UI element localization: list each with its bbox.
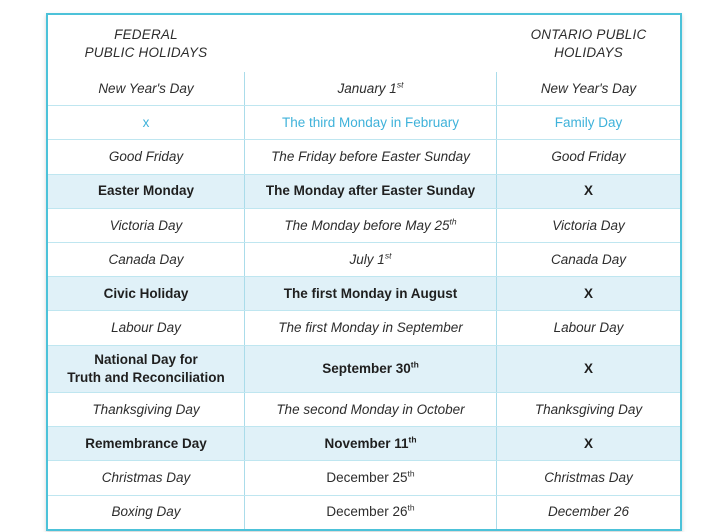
ontario-holiday-cell (497, 311, 680, 344)
ordinal-suffix: th (407, 502, 415, 513)
ordinal-suffix: th (407, 468, 415, 479)
ontario-holiday-name: Canada Day (550, 251, 627, 267)
ordinal-suffix: th (408, 434, 417, 445)
ontario-holiday-cell (497, 175, 680, 208)
holiday-date-text (276, 401, 464, 419)
federal-holiday-name: Remembrance Day (85, 436, 207, 452)
holiday-date-cell (245, 461, 497, 494)
federal-holiday-cell (48, 175, 245, 208)
ontario-holiday-cell (497, 140, 680, 173)
federal-holiday-cell (48, 393, 245, 426)
holiday-date-text (266, 182, 475, 200)
holiday-date: November 11 (324, 436, 409, 452)
ontario-holiday-name: Family Day (554, 115, 623, 130)
holiday-date-text (326, 469, 414, 487)
table-row (48, 174, 680, 208)
holiday-date-cell (245, 393, 497, 426)
table-row (48, 460, 680, 494)
ontario-holiday-cell (497, 427, 680, 460)
ontario-holiday-cell (497, 393, 680, 426)
holiday-date-cell (245, 277, 497, 310)
ontario-holiday-name: X (583, 361, 593, 377)
ontario-holiday-name: Good Friday (551, 149, 626, 165)
ontario-holiday-name: Labour Day (553, 320, 624, 336)
ontario-holiday-cell (497, 461, 680, 494)
holiday-date-text (284, 285, 458, 303)
holiday-date: The third Monday in February (281, 115, 460, 130)
holiday-date: The first Monday in August (283, 285, 458, 301)
header-federal-line1: FEDERAL (114, 26, 178, 42)
federal-holiday-name: Canada Day (108, 251, 184, 267)
table-row (48, 426, 680, 460)
ontario-holiday-cell (497, 346, 680, 393)
ontario-holiday-cell (497, 277, 680, 310)
holiday-date-cell (245, 72, 497, 105)
holiday-date: July 1 (349, 251, 385, 267)
federal-holiday-name: Civic Holiday (103, 285, 189, 301)
ontario-holiday-cell (497, 72, 680, 105)
federal-holiday-cell (48, 140, 245, 173)
table-row (48, 105, 680, 139)
table-row (48, 310, 680, 344)
header-federal-holidays (48, 15, 245, 72)
holiday-date-text (278, 319, 463, 337)
ontario-holiday-cell (497, 243, 680, 276)
federal-holiday-cell (48, 427, 245, 460)
table-row (48, 495, 680, 529)
ontario-holiday-name: X (583, 183, 593, 199)
ontario-holiday-name: December 26 (547, 504, 630, 520)
federal-holiday-name: New Year's Day (98, 80, 194, 96)
holiday-date-text (326, 503, 414, 521)
holiday-date-text (282, 114, 459, 132)
table-row (48, 392, 680, 426)
federal-holiday-name: Labour Day (111, 320, 181, 336)
holiday-date-cell (245, 243, 497, 276)
ontario-holiday-name: New Year's Day (540, 80, 637, 96)
federal-holiday-name: Easter Monday (97, 183, 195, 199)
ontario-holiday-name: Victoria Day (552, 217, 625, 233)
federal-holiday-name: Thanksgiving Day (92, 401, 200, 417)
holiday-date: January 1 (337, 80, 397, 96)
federal-holiday-cell (48, 209, 245, 242)
holiday-date-text (324, 435, 416, 453)
holiday-date: December 26 (326, 504, 408, 520)
federal-holiday-name: Christmas Day (101, 470, 191, 486)
federal-holiday-cell (48, 311, 245, 344)
ontario-holiday-cell (497, 496, 680, 529)
holiday-date-cell (245, 311, 497, 344)
ontario-holiday-name: X (583, 285, 593, 301)
holiday-date: The Monday after Easter Sunday (265, 183, 476, 199)
header-ontario-line2: HOLIDAYS (554, 44, 623, 60)
header-federal-line2: PUBLIC HOLIDAYS (84, 44, 208, 60)
holiday-date: December 25 (326, 470, 408, 486)
federal-holiday-name: Truth and Reconciliation (67, 369, 225, 385)
federal-holiday-cell (48, 72, 245, 105)
table-body (48, 72, 680, 529)
ontario-holiday-name: Christmas Day (544, 470, 633, 486)
ontario-holiday-cell (497, 209, 680, 242)
holiday-date: The second Monday in October (276, 401, 465, 417)
ordinal-suffix: th (449, 216, 457, 227)
holiday-date-text (284, 217, 456, 235)
federal-holiday-cell (48, 277, 245, 310)
holiday-date-text (271, 148, 470, 166)
header-date-column (245, 15, 497, 72)
ordinal-suffix: th (410, 359, 419, 370)
holiday-date-text (338, 80, 404, 98)
ontario-holiday-cell (497, 106, 680, 139)
holiday-date-cell (245, 175, 497, 208)
ontario-holiday-name: Thanksgiving Day (534, 401, 643, 417)
federal-holiday-cell (48, 243, 245, 276)
table-row (48, 208, 680, 242)
table-row (48, 276, 680, 310)
table-row (48, 345, 680, 393)
federal-holiday-cell (48, 461, 245, 494)
table-row (48, 242, 680, 276)
federal-holiday-name: National Day for (94, 352, 198, 368)
holiday-date: The Friday before Easter Sunday (271, 149, 470, 165)
ontario-holiday-name: X (583, 436, 593, 452)
public-holidays-table (46, 13, 682, 531)
federal-holiday-name: Victoria Day (109, 217, 183, 233)
header-ontario-line1: ONTARIO PUBLIC (530, 26, 647, 42)
holiday-date-text (322, 360, 419, 378)
holiday-date-cell (245, 140, 497, 173)
federal-holiday-name: Boxing Day (111, 504, 181, 520)
holiday-date-text (350, 251, 392, 269)
federal-holiday-cell (48, 346, 245, 393)
federal-holiday-name: Good Friday (108, 149, 184, 165)
federal-holiday-cell (48, 496, 245, 529)
holiday-date-cell (245, 427, 497, 460)
holiday-date-cell (245, 496, 497, 529)
holiday-date: The Monday before May 25 (284, 217, 450, 233)
holiday-date: The first Monday in September (278, 320, 463, 336)
holiday-date-cell (245, 106, 497, 139)
table-row (48, 139, 680, 173)
federal-holiday-name: x (142, 115, 150, 130)
table-header-row (48, 15, 680, 72)
holiday-date-cell (245, 209, 497, 242)
table-row (48, 72, 680, 105)
federal-holiday-cell (48, 106, 245, 139)
ordinal-suffix: st (396, 79, 404, 90)
ordinal-suffix: st (384, 250, 392, 261)
holiday-date-cell (245, 346, 497, 393)
header-ontario-holidays (497, 15, 680, 72)
holiday-date: September 30 (322, 361, 411, 377)
